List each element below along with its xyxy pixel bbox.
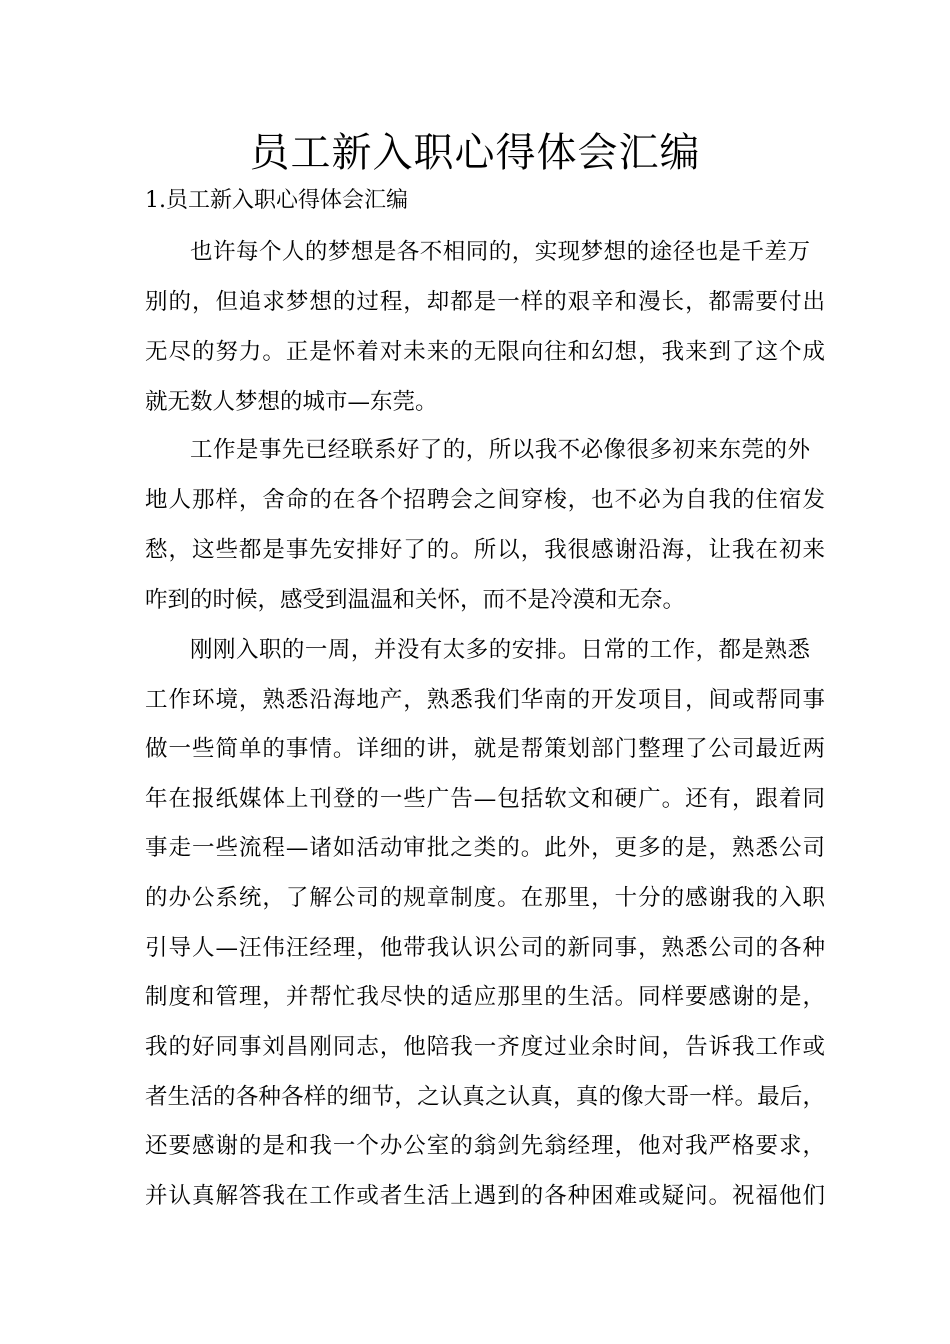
paragraph-line: 就无数人梦想的城市—东莞。 (145, 389, 438, 415)
paragraph-line: 刚刚入职的一周，并没有太多的安排。日常的工作，都是熟悉 (190, 637, 810, 663)
document-title: 员工新入职心得体会汇编 (249, 130, 701, 176)
paragraph-line: 制度和管理，并帮忙我尽快的适应那里的生活。同样要感谢的是， (145, 984, 825, 1010)
paragraph-line: 地人那样，舍命的在各个招聘会之间穿梭，也不必为自我的住宿发 (145, 487, 825, 513)
paragraph-line: 工作环境，熟悉沿海地产，熟悉我们华南的开发项目，间或帮同事 (145, 687, 825, 713)
paragraph-line: 别的，但追求梦想的过程，却都是一样的艰辛和漫长，都需要付出 (145, 289, 825, 315)
paragraph-line: 引导人—汪伟汪经理，他带我认识公司的新同事，熟悉公司的各种 (145, 935, 825, 961)
paragraph-line: 事走一些流程—诸如活动审批之类的。此外，更多的是，熟悉公司 (145, 835, 825, 861)
paragraph-line: 者生活的各种各样的细节，之认真之认真，真的像大哥一样。最后， (145, 1084, 825, 1110)
paragraph-line: 做一些简单的事情。详细的讲，就是帮策划部门整理了公司最近两 (145, 736, 825, 762)
paragraph-line: 无尽的努力。正是怀着对未来的无限向往和幻想，我来到了这个成 (145, 339, 825, 365)
paragraph-line: 的办公系统，了解公司的规章制度。在那里，十分的感谢我的入职 (145, 885, 825, 911)
paragraph-line: 我的好同事刘昌刚同志，他陪我一齐度过业余时间，告诉我工作或 (145, 1034, 825, 1060)
paragraph-line: 还要感谢的是和我一个办公室的翁剑先翁经理，他对我严格要求， (145, 1133, 825, 1159)
paragraph-line: 工作是事先已经联系好了的，所以我不必像很多初来东莞的外 (190, 437, 810, 463)
paragraph-line: 咋到的时候，感受到温温和关怀，而不是冷漠和无奈。 (145, 587, 686, 613)
document-subtitle: 1.员工新入职心得体会汇编 (145, 188, 408, 213)
paragraph-line: 也许每个人的梦想是各不相同的，实现梦想的途径也是千差万 (190, 239, 810, 265)
paragraph-line: 年在报纸媒体上刊登的一些广告—包括软文和硬广。还有，跟着同 (145, 786, 825, 812)
paragraph-line: 愁，这些都是事先安排好了的。所以，我很感谢沿海，让我在初来 (145, 537, 825, 563)
paragraph-line: 并认真解答我在工作或者生活上遇到的各种困难或疑问。祝福他们 (145, 1183, 825, 1209)
